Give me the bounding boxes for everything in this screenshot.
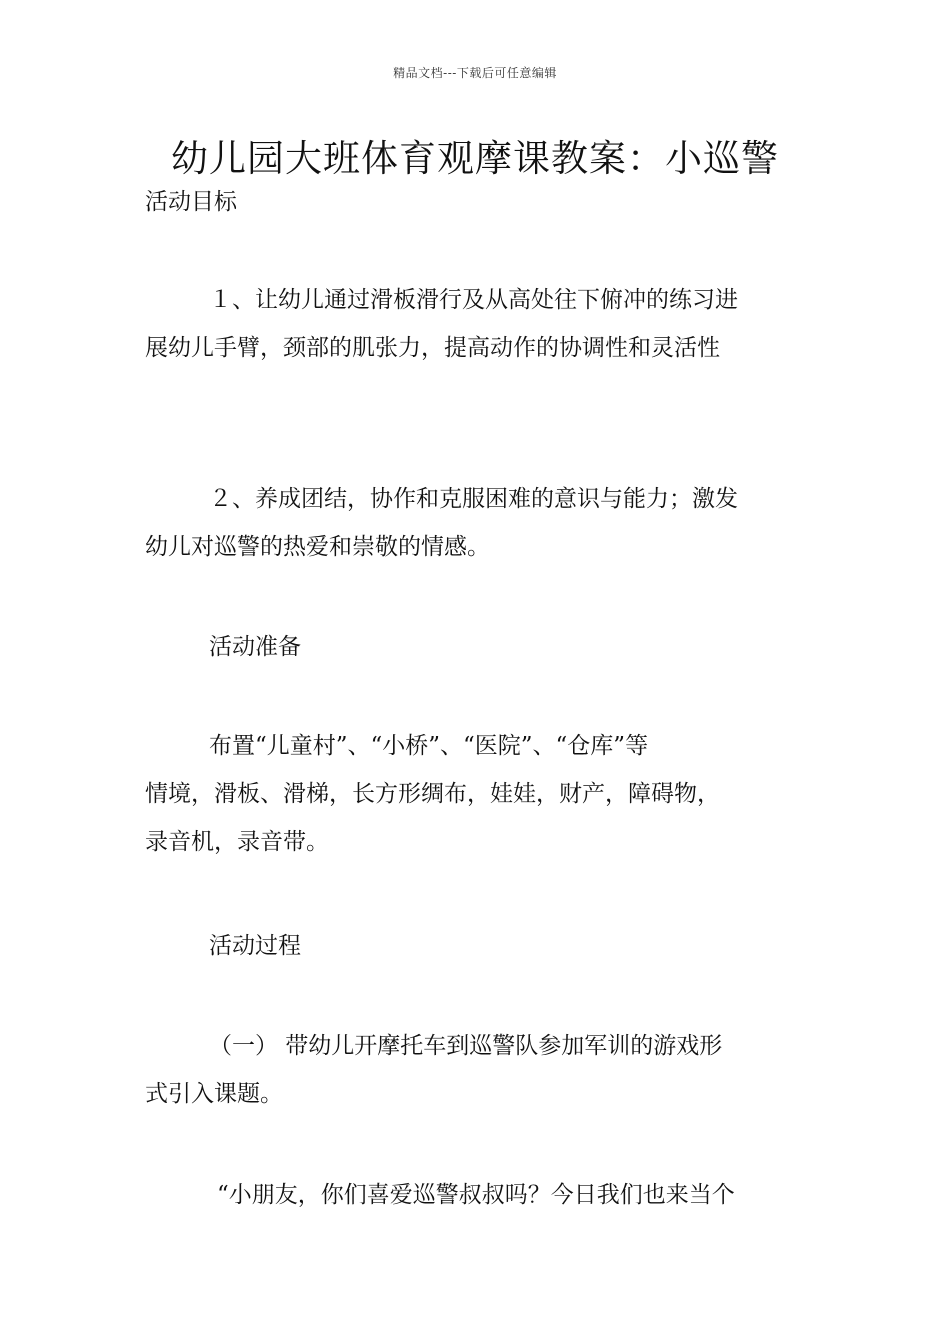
- prep-line-2: 情境，滑板、滑梯，长方形绸布，娃娃，财产，障碍物，: [145, 781, 720, 807]
- process-heading-block: [145, 922, 810, 970]
- step-1-paragraph: [145, 1022, 810, 1118]
- goal-2-line-2: 幼儿对巡警的热爱和崇敬的情感。: [145, 534, 490, 560]
- goals-heading-block: [145, 178, 810, 226]
- quote-paragraph: [145, 1171, 810, 1219]
- goal-1-paragraph: [145, 276, 810, 372]
- document-title: 幼儿园大班体育观摩课教案：小巡警: [171, 137, 779, 180]
- header-note: 精品文档---下载后可任意编辑: [393, 66, 557, 80]
- process-heading: 活动过程: [209, 933, 301, 959]
- step-1-line-2: 式引入课题。: [145, 1081, 283, 1107]
- prep-line-3: 录音机，录音带。: [145, 829, 329, 855]
- goal-2-line-1: ２、养成团结，协作和克服困难的意识与能力；激发: [209, 486, 738, 512]
- goal-2-paragraph: [145, 475, 810, 571]
- goal-1-line-1: １、让幼儿通过滑板滑行及从高处往下俯冲的练习进: [209, 287, 738, 313]
- goal-1-line-2: 展幼儿手臂，颈部的肌张力，提高动作的协调性和灵活性: [145, 335, 720, 361]
- prep-line-1: 布置“儿童村”、“小桥”、“医院”、“仓库”等: [209, 733, 649, 759]
- step-1-line-1: （一） 带幼儿开摩托车到巡警队参加军训的游戏形: [209, 1033, 723, 1059]
- quote-line-1: “小朋友，你们喜爱巡警叔叔吗？今日我们也来当个: [217, 1182, 735, 1208]
- prep-heading-block: [145, 623, 810, 671]
- prep-paragraph: [145, 722, 810, 866]
- prep-heading: 活动准备: [209, 634, 301, 660]
- goals-heading: 活动目标: [145, 189, 237, 215]
